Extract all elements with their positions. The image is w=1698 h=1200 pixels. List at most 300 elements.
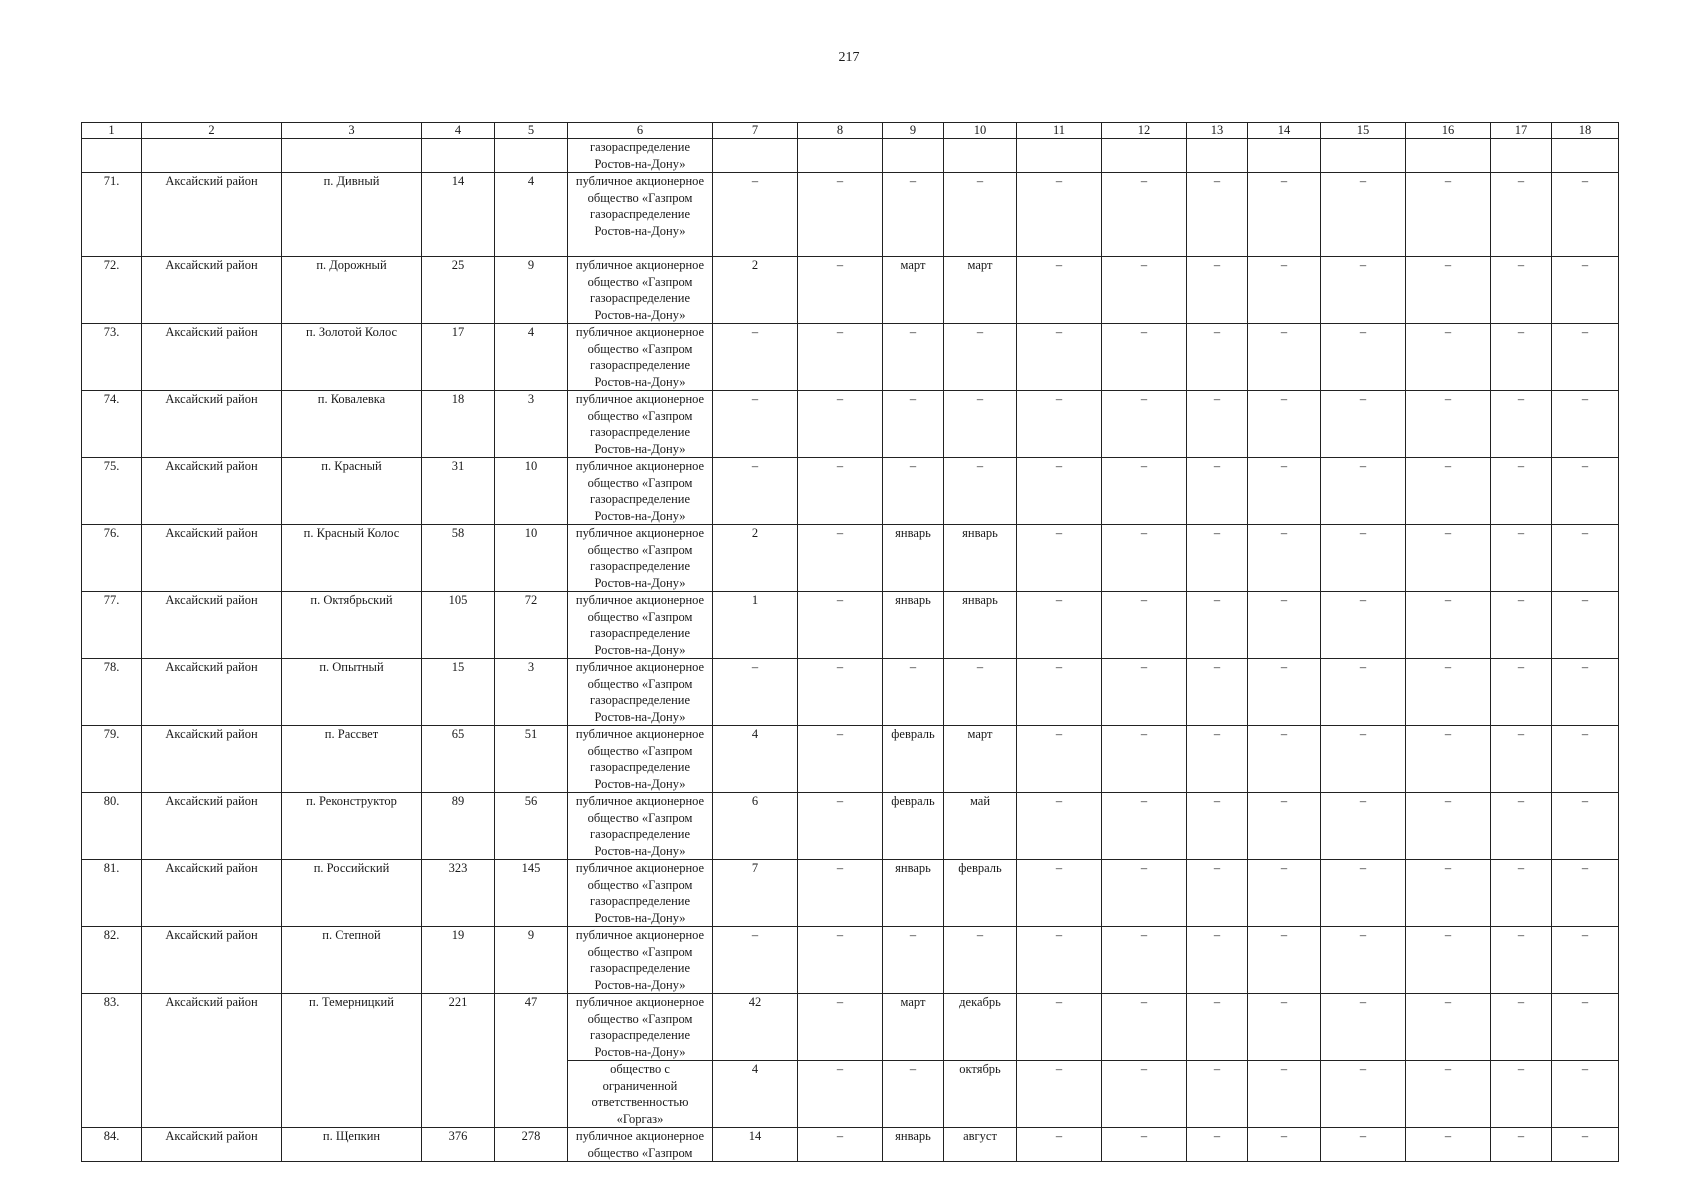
table-cell: –: [883, 458, 944, 525]
table-cell: –: [1491, 793, 1552, 860]
table-cell: 14: [713, 1128, 798, 1162]
table-cell: 42: [713, 994, 798, 1061]
table-cell: –: [1187, 726, 1248, 793]
table-cell: –: [1017, 793, 1102, 860]
table-cell: –: [713, 173, 798, 257]
table-cell: –: [1406, 391, 1491, 458]
table-cell: –: [1491, 927, 1552, 994]
table-cell: –: [798, 173, 883, 257]
table-cell: –: [1321, 793, 1406, 860]
table-cell: –: [1552, 726, 1619, 793]
table-cell: –: [883, 1061, 944, 1128]
table-cell: –: [944, 659, 1017, 726]
table-cell: публичное акционерное общество «Газпром газораспределение Ростов-на-Дону»: [568, 726, 713, 793]
table-cell: –: [713, 391, 798, 458]
table-cell: –: [1406, 257, 1491, 324]
table-cell: –: [798, 793, 883, 860]
table-row: [82, 726, 1619, 793]
table-cell: –: [883, 391, 944, 458]
table-cell: 73.: [82, 324, 142, 391]
table-cell: –: [1552, 994, 1619, 1061]
table-cell: Аксайский район: [142, 525, 282, 592]
table-cell: –: [1406, 1061, 1491, 1128]
table-cell: публичное акционерное общество «Газпром газораспределение Ростов-на-Дону»: [568, 173, 713, 257]
column-header: 9: [883, 123, 944, 139]
table-cell: –: [1321, 726, 1406, 793]
table-cell: 80.: [82, 793, 142, 860]
table-cell: [1187, 139, 1248, 173]
table-cell: –: [883, 927, 944, 994]
table-cell: октябрь: [944, 1061, 1017, 1128]
table-cell: 56: [495, 793, 568, 860]
table-cell: Аксайский район: [142, 860, 282, 927]
table-cell: –: [1017, 391, 1102, 458]
column-header: 2: [142, 123, 282, 139]
table-cell: п. Дорожный: [282, 257, 422, 324]
table-cell: –: [1552, 592, 1619, 659]
column-header: 4: [422, 123, 495, 139]
table-cell: март: [883, 257, 944, 324]
table-cell: –: [1406, 324, 1491, 391]
table-cell: –: [1248, 173, 1321, 257]
table-cell: –: [1491, 592, 1552, 659]
table-cell: февраль: [883, 793, 944, 860]
table-cell: –: [1248, 994, 1321, 1061]
table-cell: [1321, 139, 1406, 173]
table-cell: 72: [495, 592, 568, 659]
table-cell: –: [944, 927, 1017, 994]
table-cell: –: [1406, 173, 1491, 257]
table-cell: –: [798, 860, 883, 927]
table-cell: –: [1321, 324, 1406, 391]
table-cell: [282, 139, 422, 173]
table-cell: 77.: [82, 592, 142, 659]
table-cell: [944, 139, 1017, 173]
table-cell: февраль: [944, 860, 1017, 927]
table-cell: п. Октябрьский: [282, 592, 422, 659]
column-header: 7: [713, 123, 798, 139]
table-cell: 6: [713, 793, 798, 860]
table-cell: 2: [713, 257, 798, 324]
table-cell: п. Рассвет: [282, 726, 422, 793]
table-cell: –: [1552, 458, 1619, 525]
table-cell: март: [944, 726, 1017, 793]
table-cell: –: [1321, 391, 1406, 458]
table-row: [82, 860, 1619, 927]
table-cell: 221: [422, 994, 495, 1128]
table-cell: март: [944, 257, 1017, 324]
table-cell: –: [1102, 458, 1187, 525]
table-cell: февраль: [883, 726, 944, 793]
table-cell: –: [1491, 257, 1552, 324]
table-cell: январь: [944, 592, 1017, 659]
table-cell: –: [798, 592, 883, 659]
table-cell: –: [883, 659, 944, 726]
table-cell: –: [1187, 324, 1248, 391]
column-header-row: [82, 123, 1619, 139]
table-cell: [1406, 139, 1491, 173]
table-cell: –: [1491, 1128, 1552, 1162]
table-row: [82, 927, 1619, 994]
table-cell: –: [1552, 659, 1619, 726]
table-cell: –: [1187, 458, 1248, 525]
table-cell: –: [1552, 525, 1619, 592]
table-cell: –: [1491, 173, 1552, 257]
table-cell: 10: [495, 525, 568, 592]
table-cell: –: [1248, 659, 1321, 726]
table-cell: публичное акционерное общество «Газпром газораспределение Ростов-на-Дону»: [568, 257, 713, 324]
table-cell: август: [944, 1128, 1017, 1162]
table-cell: [798, 139, 883, 173]
table-cell: 75.: [82, 458, 142, 525]
table-cell: 82.: [82, 927, 142, 994]
table-cell: –: [1491, 659, 1552, 726]
table-cell: –: [1491, 458, 1552, 525]
table-cell: –: [1248, 458, 1321, 525]
table-cell: 76.: [82, 525, 142, 592]
table-cell: –: [1552, 1128, 1619, 1162]
table-cell: –: [1406, 1128, 1491, 1162]
column-header: 6: [568, 123, 713, 139]
column-header: 5: [495, 123, 568, 139]
table-cell: –: [1017, 525, 1102, 592]
table-row: [82, 793, 1619, 860]
table-cell: –: [1406, 726, 1491, 793]
table-cell: –: [1248, 726, 1321, 793]
table-cell: –: [1491, 1061, 1552, 1128]
table-cell: –: [1102, 525, 1187, 592]
table-cell: публичное акционерное общество «Газпром газораспределение Ростов-на-Дону»: [568, 391, 713, 458]
table-cell: –: [1187, 391, 1248, 458]
table-cell: –: [1102, 860, 1187, 927]
table-cell: –: [1321, 659, 1406, 726]
table-cell: 89: [422, 793, 495, 860]
table-cell: –: [1017, 860, 1102, 927]
table-cell: публичное акционерное общество «Газпром газораспределение Ростов-на-Дону»: [568, 860, 713, 927]
table-cell: –: [1248, 525, 1321, 592]
table-cell: –: [1187, 793, 1248, 860]
table-cell: –: [798, 458, 883, 525]
table-cell: Аксайский район: [142, 793, 282, 860]
table-cell: –: [1017, 927, 1102, 994]
table-cell: –: [1102, 659, 1187, 726]
table-cell: 19: [422, 927, 495, 994]
table-cell: 72.: [82, 257, 142, 324]
table-cell: январь: [883, 592, 944, 659]
table-cell: [82, 139, 142, 173]
table-cell: –: [1102, 1061, 1187, 1128]
table-cell: п. Дивный: [282, 173, 422, 257]
table-cell: –: [1406, 659, 1491, 726]
table-cell: –: [798, 659, 883, 726]
table-cell: публичное акционерное общество «Газпром: [568, 1128, 713, 1162]
table-cell: –: [1102, 324, 1187, 391]
table-cell: 9: [495, 927, 568, 994]
table-cell: –: [1017, 324, 1102, 391]
table-cell: публичное акционерное общество «Газпром газораспределение Ростов-на-Дону»: [568, 592, 713, 659]
table-cell: –: [798, 391, 883, 458]
table-cell: публичное акционерное общество «Газпром газораспределение Ростов-на-Дону»: [568, 458, 713, 525]
table-cell: общество с ограниченной ответственностью «Горгаз»: [568, 1061, 713, 1128]
table-cell: –: [798, 1061, 883, 1128]
table-cell: 15: [422, 659, 495, 726]
table-cell: –: [713, 659, 798, 726]
table-cell: Аксайский район: [142, 257, 282, 324]
table-cell: –: [798, 324, 883, 391]
table-cell: 323: [422, 860, 495, 927]
table-cell: –: [1552, 324, 1619, 391]
table-cell: публичное акционерное общество «Газпром газораспределение Ростов-на-Дону»: [568, 324, 713, 391]
table-cell: Аксайский район: [142, 994, 282, 1128]
table-cell: –: [1187, 860, 1248, 927]
table-row: [82, 324, 1619, 391]
table-cell: –: [1017, 659, 1102, 726]
table-cell: 4: [713, 1061, 798, 1128]
table-cell: 51: [495, 726, 568, 793]
table-cell: Аксайский район: [142, 1128, 282, 1162]
table-cell: [883, 139, 944, 173]
table-cell: публичное акционерное общество «Газпром газораспределение Ростов-на-Дону»: [568, 659, 713, 726]
table-cell: –: [944, 391, 1017, 458]
table-cell: –: [1406, 458, 1491, 525]
table-cell: п. Красный: [282, 458, 422, 525]
table-cell: –: [798, 726, 883, 793]
table-cell: –: [1552, 793, 1619, 860]
table-cell: 71.: [82, 173, 142, 257]
column-header: 10: [944, 123, 1017, 139]
table-cell: п. Щепкин: [282, 1128, 422, 1162]
table-cell: –: [883, 324, 944, 391]
table-row: [82, 391, 1619, 458]
table-cell: –: [1491, 525, 1552, 592]
column-header: 16: [1406, 123, 1491, 139]
column-header: 12: [1102, 123, 1187, 139]
table-cell: –: [1187, 659, 1248, 726]
table-cell: п. Степной: [282, 927, 422, 994]
table-row: [82, 1128, 1619, 1162]
table-cell: 4: [495, 173, 568, 257]
table-cell: –: [1248, 793, 1321, 860]
table-cell: Аксайский район: [142, 391, 282, 458]
table-cell: –: [1552, 860, 1619, 927]
table-cell: –: [1406, 592, 1491, 659]
table-cell: –: [1321, 592, 1406, 659]
table-cell: –: [713, 927, 798, 994]
table-cell: январь: [944, 525, 1017, 592]
table-cell: март: [883, 994, 944, 1061]
table-cell: Аксайский район: [142, 173, 282, 257]
table-cell: –: [798, 994, 883, 1061]
table-cell: 78.: [82, 659, 142, 726]
table-cell: –: [1248, 391, 1321, 458]
table-cell: декабрь: [944, 994, 1017, 1061]
table-cell: –: [1406, 793, 1491, 860]
table-cell: –: [883, 173, 944, 257]
table-row: [82, 257, 1619, 324]
column-header: 18: [1552, 123, 1619, 139]
table-cell: –: [1552, 1061, 1619, 1128]
table-cell: январь: [883, 860, 944, 927]
table-cell: [1248, 139, 1321, 173]
table-cell: –: [1017, 1061, 1102, 1128]
table-cell: –: [1102, 927, 1187, 994]
table-cell: –: [1552, 927, 1619, 994]
table-cell: Аксайский район: [142, 592, 282, 659]
table-cell: 74.: [82, 391, 142, 458]
table-cell: п. Российский: [282, 860, 422, 927]
table-cell: 81.: [82, 860, 142, 927]
table-cell: [142, 139, 282, 173]
table-cell: 17: [422, 324, 495, 391]
table-cell: 1: [713, 592, 798, 659]
column-header: 11: [1017, 123, 1102, 139]
table-cell: –: [1248, 860, 1321, 927]
table-cell: 58: [422, 525, 495, 592]
column-header: 8: [798, 123, 883, 139]
table-cell: –: [1491, 726, 1552, 793]
table-cell: –: [798, 257, 883, 324]
table-cell: 4: [495, 324, 568, 391]
table-cell: –: [1552, 391, 1619, 458]
table-cell: –: [1491, 324, 1552, 391]
table-cell: –: [1102, 257, 1187, 324]
table-row: [82, 659, 1619, 726]
table-cell: Аксайский район: [142, 458, 282, 525]
table-cell: [713, 139, 798, 173]
table-cell: январь: [883, 1128, 944, 1162]
table-cell: публичное акционерное общество «Газпром газораспределение Ростов-на-Дону»: [568, 994, 713, 1061]
table-cell: 278: [495, 1128, 568, 1162]
table-cell: 376: [422, 1128, 495, 1162]
table-cell: –: [1102, 793, 1187, 860]
table-cell: 79.: [82, 726, 142, 793]
table-cell: –: [1017, 458, 1102, 525]
table-cell: –: [1406, 525, 1491, 592]
table-cell: –: [1187, 525, 1248, 592]
table-cell: –: [1102, 726, 1187, 793]
table-cell: п. Ковалевка: [282, 391, 422, 458]
table-cell: –: [1321, 525, 1406, 592]
table-cell: Аксайский район: [142, 324, 282, 391]
table-cell: январь: [883, 525, 944, 592]
column-header: 3: [282, 123, 422, 139]
table-cell: 10: [495, 458, 568, 525]
data-table: [81, 122, 1619, 1162]
table-cell: май: [944, 793, 1017, 860]
table-cell: 9: [495, 257, 568, 324]
table-cell: –: [1102, 1128, 1187, 1162]
table-cell: –: [1491, 994, 1552, 1061]
table-cell: –: [1187, 173, 1248, 257]
table-cell: –: [1248, 324, 1321, 391]
table-cell: –: [1187, 1061, 1248, 1128]
column-header: 1: [82, 123, 142, 139]
table-row: [82, 173, 1619, 257]
table-cell: 105: [422, 592, 495, 659]
table-cell: –: [1102, 173, 1187, 257]
table-cell: –: [944, 173, 1017, 257]
table-row: [82, 994, 1619, 1061]
table-row: [82, 525, 1619, 592]
table-cell: –: [1187, 257, 1248, 324]
table-cell: 145: [495, 860, 568, 927]
table-cell: –: [1406, 860, 1491, 927]
table-cell: 65: [422, 726, 495, 793]
table-cell: –: [1321, 927, 1406, 994]
table-cell: –: [1017, 1128, 1102, 1162]
table-cell: –: [1017, 726, 1102, 793]
table-cell: –: [1187, 592, 1248, 659]
table-row: [82, 458, 1619, 525]
table-cell: –: [1321, 458, 1406, 525]
table-cell: –: [1321, 1061, 1406, 1128]
table-cell: [495, 139, 568, 173]
table-cell: –: [1102, 994, 1187, 1061]
table-cell: –: [798, 927, 883, 994]
table-cell: [422, 139, 495, 173]
table-cell: –: [1187, 927, 1248, 994]
table-cell: 25: [422, 257, 495, 324]
table-cell: 83.: [82, 994, 142, 1128]
table-cell: Аксайский район: [142, 726, 282, 793]
column-header: 17: [1491, 123, 1552, 139]
table-row: [82, 592, 1619, 659]
table-cell: –: [1406, 994, 1491, 1061]
table-cell: п. Красный Колос: [282, 525, 422, 592]
table-cell: –: [1017, 994, 1102, 1061]
table-cell: –: [1248, 592, 1321, 659]
table-cell: Аксайский район: [142, 927, 282, 994]
table-cell: –: [944, 458, 1017, 525]
table-cell: –: [1248, 1128, 1321, 1162]
table-cell: 47: [495, 994, 568, 1128]
table-cell: –: [1017, 257, 1102, 324]
table-cell: 14: [422, 173, 495, 257]
table-cell: [1017, 139, 1102, 173]
table-cell: 84.: [82, 1128, 142, 1162]
table-cell: –: [1321, 173, 1406, 257]
table-cell: [1491, 139, 1552, 173]
table-cell: –: [713, 458, 798, 525]
table-row: [82, 139, 1619, 173]
table-cell: –: [1491, 860, 1552, 927]
table-cell: –: [798, 525, 883, 592]
table-cell: публичное акционерное общество «Газпром газораспределение Ростов-на-Дону»: [568, 927, 713, 994]
table-cell: –: [1248, 927, 1321, 994]
table-cell: публичное акционерное общество «Газпром газораспределение Ростов-на-Дону»: [568, 525, 713, 592]
table-cell: –: [1491, 391, 1552, 458]
table-cell: –: [1406, 927, 1491, 994]
table-cell: 18: [422, 391, 495, 458]
table-cell: –: [1321, 860, 1406, 927]
page-number: 217: [838, 50, 860, 65]
table-cell: публичное акционерное общество «Газпром газораспределение Ростов-на-Дону»: [568, 793, 713, 860]
table-cell: –: [1321, 994, 1406, 1061]
table-cell: –: [1321, 1128, 1406, 1162]
table-cell: п. Золотой Колос: [282, 324, 422, 391]
table-cell: –: [1248, 1061, 1321, 1128]
table-cell: 4: [713, 726, 798, 793]
table-cell: п. Опытный: [282, 659, 422, 726]
table-cell: газораспределение Ростов-на-Дону»: [568, 139, 713, 173]
table-cell: –: [798, 1128, 883, 1162]
table-cell: [1102, 139, 1187, 173]
table-cell: –: [1552, 173, 1619, 257]
table-cell: 31: [422, 458, 495, 525]
table-cell: –: [1321, 257, 1406, 324]
table-cell: –: [1017, 592, 1102, 659]
table-cell: –: [1102, 391, 1187, 458]
